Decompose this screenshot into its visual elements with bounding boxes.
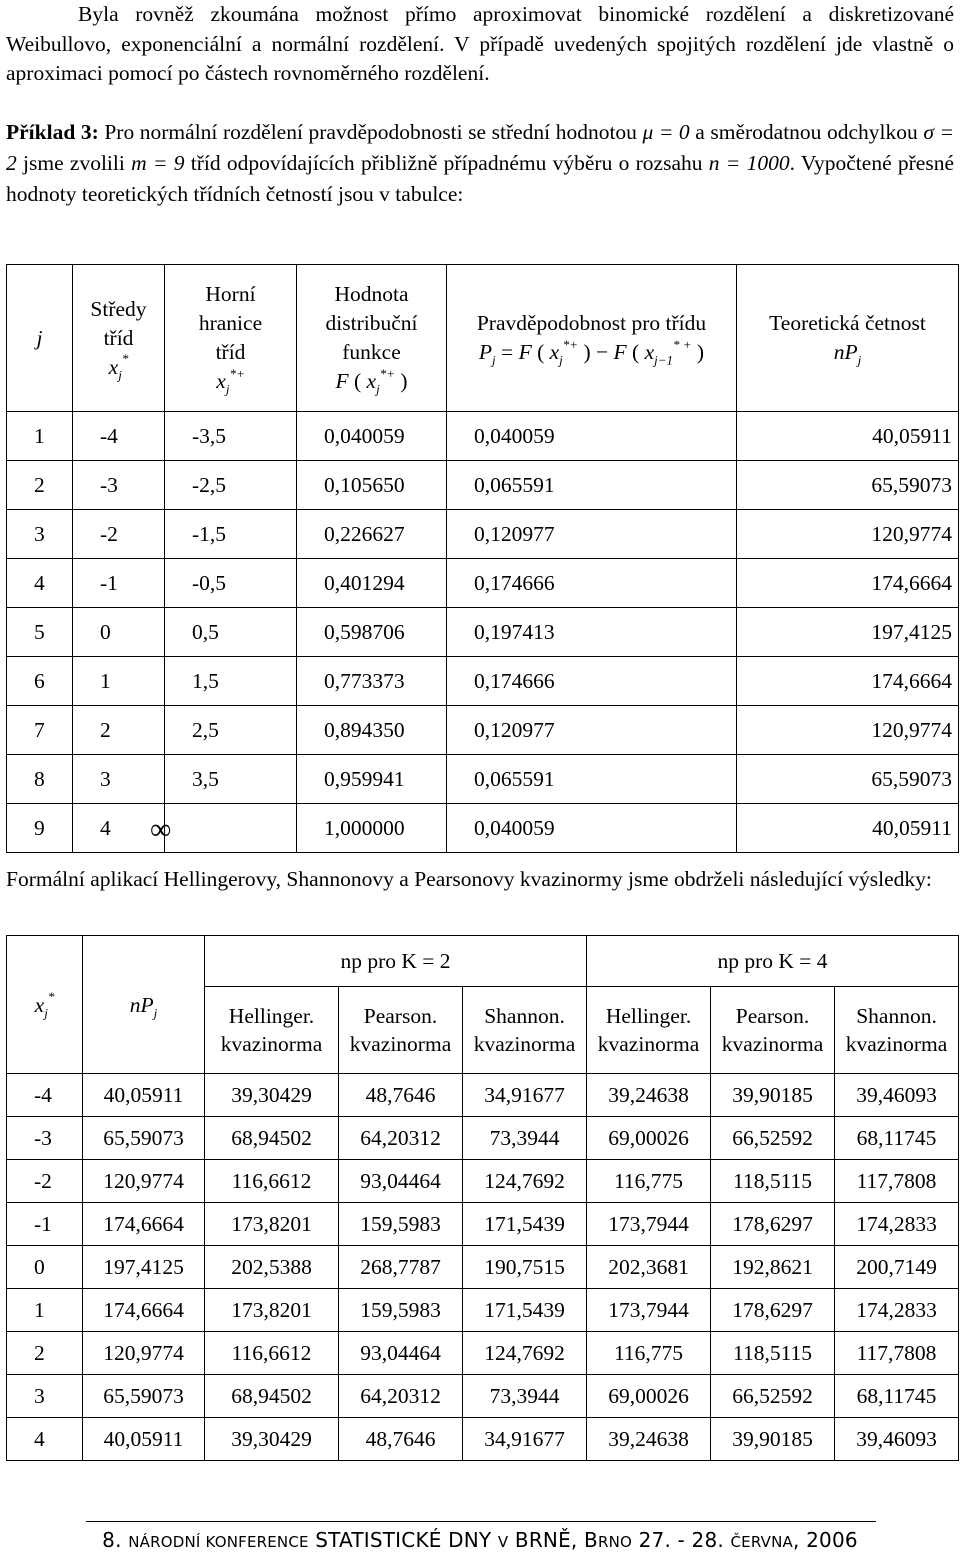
cell-shannon-k2: 34,91677: [463, 1418, 587, 1461]
header-pearson-k4: Pearson. kvazinorma: [711, 987, 835, 1074]
cell-j: 4: [7, 559, 73, 608]
cell-pearson-k4: 178,6297: [711, 1289, 835, 1332]
cell-pearson-k4: 66,52592: [711, 1117, 835, 1160]
cell-pearson-k2: 93,04464: [339, 1160, 463, 1203]
cell-probability: 0,120977: [447, 510, 737, 559]
cell-pearson-k2: 64,20312: [339, 1375, 463, 1418]
table-header-row: [7, 936, 959, 987]
cell-pearson-k4: 192,8621: [711, 1246, 835, 1289]
cell-upper-bound: -0,5: [165, 559, 297, 608]
cell-nPj: 65,59073: [83, 1117, 205, 1160]
cell-hellinger-k4: 202,3681: [587, 1246, 711, 1289]
class-frequency-table: [6, 264, 959, 853]
example-text: tříd odpovídajících přibližně případnému výběru o rozsahu: [190, 150, 703, 175]
cell-shannon-k2: 73,3944: [463, 1117, 587, 1160]
cell-pearson-k4: 118,5115: [711, 1332, 835, 1375]
cell-hellinger-k2: 116,6612: [205, 1332, 339, 1375]
m-equation: m = 9: [131, 150, 185, 175]
cell-upper-bound: -1,5: [165, 510, 297, 559]
example-text: jsme zvolili: [23, 150, 125, 175]
table-row: [7, 510, 959, 559]
header-class-probability: Pravděpodobnost pro třídu $P_j = F$ ( $x_j^{*+}$ ) − F ( $x_{j-1}^{* +}$ ): [447, 265, 737, 412]
header-hellinger-k2: Hellinger. kvazinorma: [205, 987, 339, 1074]
cell-hellinger-k4: 173,7944: [587, 1289, 711, 1332]
table-row: [7, 1160, 959, 1203]
table-row: [7, 1074, 959, 1117]
cell-class-center: 4: [73, 804, 165, 853]
cell-cdf: 0,105650: [297, 461, 447, 510]
cell-frequency: 40,05911: [737, 412, 959, 461]
table-row: [7, 755, 959, 804]
cell-nPj: 174,6664: [83, 1203, 205, 1246]
cell-cdf: 1,000000: [297, 804, 447, 853]
cell-j: 3: [7, 510, 73, 559]
cell-shannon-k2: 171,5439: [463, 1203, 587, 1246]
cell-x-star: 4: [7, 1418, 83, 1461]
cell-hellinger-k2: 173,8201: [205, 1203, 339, 1246]
cell-frequency: 65,59073: [737, 461, 959, 510]
cell-hellinger-k2: 39,30429: [205, 1418, 339, 1461]
cell-hellinger-k4: 173,7944: [587, 1203, 711, 1246]
cell-upper-bound: -2,5: [165, 461, 297, 510]
cell-x-star: 2: [7, 1332, 83, 1375]
cell-shannon-k4: 117,7808: [835, 1160, 959, 1203]
cell-x-star: -3: [7, 1117, 83, 1160]
header-shannon-k2: Shannon. kvazinorma: [463, 987, 587, 1074]
table-row: [7, 412, 959, 461]
cell-class-center: -2: [73, 510, 165, 559]
example-text: . Vypočtené přesné hodnoty teoretických třídních četností jsou v tabulce:: [6, 150, 955, 206]
cell-hellinger-k4: 39,24638: [587, 1418, 711, 1461]
cell-class-center: 3: [73, 755, 165, 804]
cell-upper-bound: 0,5: [165, 608, 297, 657]
table-row: [7, 559, 959, 608]
example-paragraph: [6, 117, 954, 210]
header-group-k4: [587, 936, 959, 987]
cell-nPj: 197,4125: [83, 1246, 205, 1289]
cell-class-center: -1: [73, 559, 165, 608]
cell-nPj: 40,05911: [83, 1418, 205, 1461]
cell-hellinger-k4: 69,00026: [587, 1117, 711, 1160]
cell-probability: 0,040059: [447, 412, 737, 461]
cell-cdf: 0,401294: [297, 559, 447, 608]
cell-j: 8: [7, 755, 73, 804]
cell-shannon-k4: 200,7149: [835, 1246, 959, 1289]
cell-hellinger-k4: 39,24638: [587, 1074, 711, 1117]
table-row: [7, 657, 959, 706]
cell-x-star: 3: [7, 1375, 83, 1418]
cell-shannon-k4: 39,46093: [835, 1418, 959, 1461]
cell-class-center: 1: [73, 657, 165, 706]
table-row: [7, 1203, 959, 1246]
cell-hellinger-k4: 69,00026: [587, 1375, 711, 1418]
cell-cdf: 0,894350: [297, 706, 447, 755]
cell-shannon-k2: 190,7515: [463, 1246, 587, 1289]
header-nPj: $nP_j$: [83, 936, 205, 1074]
cell-upper-bound: 2,5: [165, 706, 297, 755]
cell-cdf: 0,959941: [297, 755, 447, 804]
cell-pearson-k2: 159,5983: [339, 1203, 463, 1246]
cell-frequency: 120,9774: [737, 510, 959, 559]
cell-probability: 0,040059: [447, 804, 737, 853]
cell-j: 5: [7, 608, 73, 657]
cell-nPj: 40,05911: [83, 1074, 205, 1117]
cell-shannon-k2: 34,91677: [463, 1074, 587, 1117]
cell-upper-bound: 3,5: [165, 755, 297, 804]
cell-pearson-k2: 159,5983: [339, 1289, 463, 1332]
cell-hellinger-k2: 173,8201: [205, 1289, 339, 1332]
example-text: Pro normální rozdělení pravděpodobnosti se střední hodnotou: [104, 119, 637, 144]
cell-class-center: -3: [73, 461, 165, 510]
cell-j: 2: [7, 461, 73, 510]
page: [6, 0, 955, 1451]
header-theoretical-frequency: Teoretická četnost $nP_j$: [737, 265, 959, 412]
cell-pearson-k4: 178,6297: [711, 1203, 835, 1246]
cell-nPj: 174,6664: [83, 1289, 205, 1332]
cell-class-center: -4: [73, 412, 165, 461]
cell-nPj: 120,9774: [83, 1160, 205, 1203]
cell-hellinger-k2: 39,30429: [205, 1074, 339, 1117]
cell-pearson-k2: 48,7646: [339, 1418, 463, 1461]
cell-hellinger-k2: 116,6612: [205, 1160, 339, 1203]
table-row: [7, 1332, 959, 1375]
cell-probability: 0,065591: [447, 755, 737, 804]
cell-shannon-k4: 68,11745: [835, 1117, 959, 1160]
group-k4-label: np pro K = 4: [717, 949, 828, 973]
cell-hellinger-k2: 68,94502: [205, 1117, 339, 1160]
cell-class-center: 2: [73, 706, 165, 755]
table-row: [7, 1289, 959, 1332]
table-row: [7, 1246, 959, 1289]
cell-frequency: 120,9774: [737, 706, 959, 755]
cell-shannon-k4: 174,2833: [835, 1203, 959, 1246]
cell-pearson-k2: 48,7646: [339, 1074, 463, 1117]
table-row: [7, 608, 959, 657]
cell-shannon-k4: 174,2833: [835, 1289, 959, 1332]
table-row: [7, 706, 959, 755]
quasinorm-results-table: [6, 935, 959, 1461]
cell-frequency: 65,59073: [737, 755, 959, 804]
cell-pearson-k4: 39,90185: [711, 1418, 835, 1461]
cell-probability: 0,174666: [447, 559, 737, 608]
intro-paragraph: Byla rovněž zkoumána možnost přímo aproximovat binomické rozdělení a diskretizované Weibullovo, exponenciální a normální rozdělení. V případě uvedených spojitých rozdělení jde vlastně o aproximaci pomocí po částech rovnoměrného rozdělení.: [6, 2, 954, 85]
cell-upper-bound: 1,5: [165, 657, 297, 706]
footer-rule: [86, 1521, 876, 1522]
table-row: [7, 461, 959, 510]
results-paragraph: Formální aplikací Hellingerovy, Shannonovy a Pearsonovy kvazinormy jsme obdrželi následující výsledky:: [6, 867, 932, 891]
cell-shannon-k4: 68,11745: [835, 1375, 959, 1418]
header-group-k2: [205, 936, 587, 987]
example-label: Příklad 3:: [6, 119, 99, 144]
cell-cdf: 0,040059: [297, 412, 447, 461]
cell-j: 9: [7, 804, 73, 853]
table-row: [7, 1418, 959, 1461]
cell-shannon-k2: 124,7692: [463, 1332, 587, 1375]
cell-pearson-k4: 39,90185: [711, 1074, 835, 1117]
cell-j: 7: [7, 706, 73, 755]
cell-j: 1: [7, 412, 73, 461]
cell-upper-bound: -3,5: [165, 412, 297, 461]
cell-hellinger-k4: 116,775: [587, 1160, 711, 1203]
header-upper-bounds: Horní hranice tříd $x_j^{*+}$: [165, 265, 297, 412]
table-row: [7, 1117, 959, 1160]
cell-frequency: 40,05911: [737, 804, 959, 853]
cell-shannon-k4: 117,7808: [835, 1332, 959, 1375]
cell-cdf: 0,598706: [297, 608, 447, 657]
sigma-equation: σ = 2: [6, 119, 955, 175]
table-header-row: [7, 265, 959, 412]
header-class-centers: Středy tříd $x_j^*$: [73, 265, 165, 412]
cell-hellinger-k2: 202,5388: [205, 1246, 339, 1289]
table-row: [7, 1375, 959, 1418]
cell-class-center: 0: [73, 608, 165, 657]
header-hellinger-k4: Hellinger. kvazinorma: [587, 987, 711, 1074]
cell-x-star: 0: [7, 1246, 83, 1289]
cell-hellinger-k4: 116,775: [587, 1332, 711, 1375]
cell-probability: 0,065591: [447, 461, 737, 510]
cell-frequency: 197,4125: [737, 608, 959, 657]
header-shannon-k4: Shannon. kvazinorma: [835, 987, 959, 1074]
group-k2-label: np pro K = 2: [340, 949, 451, 973]
cell-probability: 0,197413: [447, 608, 737, 657]
cell-frequency: 174,6664: [737, 559, 959, 608]
cell-pearson-k2: 93,04464: [339, 1332, 463, 1375]
cell-pearson-k4: 118,5115: [711, 1160, 835, 1203]
cell-hellinger-k2: 68,94502: [205, 1375, 339, 1418]
cell-frequency: 174,6664: [737, 657, 959, 706]
header-cdf-value: Hodnota distribuční funkce F ( $x_j^{*+}$ ): [297, 265, 447, 412]
mu-equation: μ = 0: [642, 119, 690, 144]
cell-probability: 0,120977: [447, 706, 737, 755]
table-row: [7, 804, 959, 853]
cell-pearson-k4: 66,52592: [711, 1375, 835, 1418]
header-x-star: $x_j^*$: [7, 936, 83, 1074]
cell-pearson-k2: 64,20312: [339, 1117, 463, 1160]
cell-nPj: 120,9774: [83, 1332, 205, 1375]
cell-shannon-k4: 39,46093: [835, 1074, 959, 1117]
cell-cdf: 0,773373: [297, 657, 447, 706]
n-equation: n = 1000: [708, 150, 790, 175]
cell-x-star: -4: [7, 1074, 83, 1117]
cell-shannon-k2: 124,7692: [463, 1160, 587, 1203]
cell-shannon-k2: 73,3944: [463, 1375, 587, 1418]
cell-x-star: -1: [7, 1203, 83, 1246]
cell-j: 6: [7, 657, 73, 706]
cell-x-star: 1: [7, 1289, 83, 1332]
cell-x-star: -2: [7, 1160, 83, 1203]
example-text: a směrodatnou odchylkou: [695, 119, 918, 144]
cell-cdf: 0,226627: [297, 510, 447, 559]
header-j: j: [7, 265, 73, 412]
cell-nPj: 65,59073: [83, 1375, 205, 1418]
cell-pearson-k2: 268,7787: [339, 1246, 463, 1289]
cell-shannon-k2: 171,5439: [463, 1289, 587, 1332]
cell-probability: 0,174666: [447, 657, 737, 706]
page-footer: 8. NÁRODNÍ KONFERENCE STATISTICKÉ DNY V BRNĚ, BRNO 27. - 28. ČERVNA, 2006: [102, 1528, 858, 1552]
header-pearson-k2: Pearson. kvazinorma: [339, 987, 463, 1074]
cell-upper-bound: ∞: [123, 806, 255, 855]
